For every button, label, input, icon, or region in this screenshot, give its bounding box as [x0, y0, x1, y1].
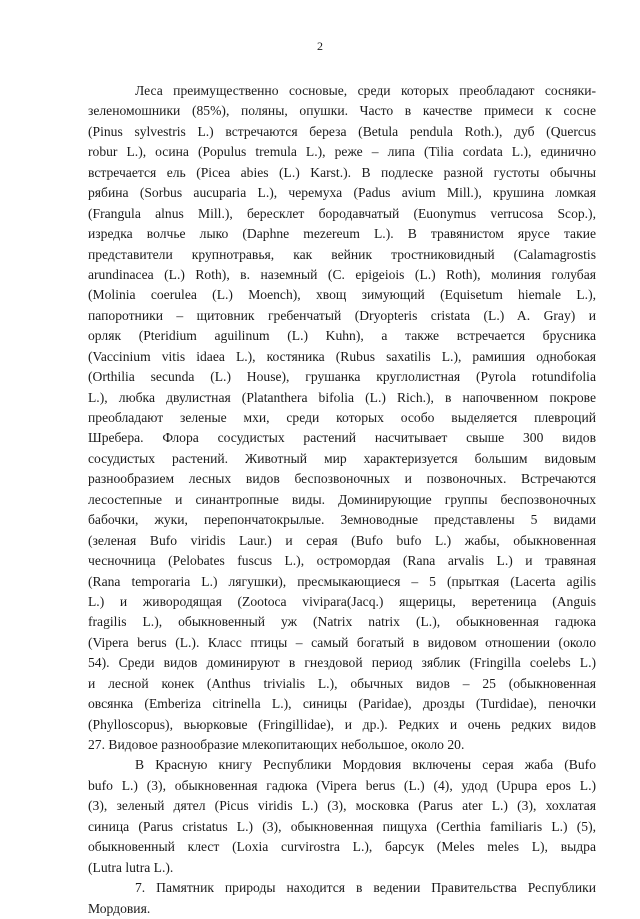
- text-line: 7. Памятник природы находится в ведении Правительства Республики: [135, 880, 596, 896]
- text-line: Шребера. Флора сосудистых растений насчитывает свыше 300 видов: [88, 430, 596, 446]
- text-line: fragilis L.), обыкновенный уж (Natrix natrix (L.), обыкновенная гадюка: [88, 614, 596, 630]
- text-line: представители крупнотравья, как вейник тростниковидный (Calamagrostis: [88, 246, 596, 262]
- text-line: arundinacea (L.) Roth), в. наземный (C. epigeiois (L.) Roth), молиния голубая: [88, 266, 596, 282]
- text-line: преобладают зеленые мхи, среди которых особо выделяется плевроций: [88, 410, 596, 425]
- text-line: и лесной конек (Anthus trivialis L.), обычных видов – 25 (обыкновенная: [88, 675, 596, 691]
- text-line: (Vipera berus (L.). Класс птицы – самый богатый в видовом отношении (около: [88, 634, 596, 650]
- text-line: (зеленая Bufo viridis Laur.) и серая (Bufo bufo L.) жабы, обыкновенная: [88, 532, 596, 548]
- text-line: синица (Parus cristatus L.) (3), обыкновенная пищуха (Certhia familiaris L.) (5),: [88, 818, 596, 834]
- text-line: robur L.), осина (Populus tremula L.), реже – липа (Tilia cordata L.), единично: [88, 144, 596, 160]
- text-line: Мордовия.: [88, 900, 151, 916]
- text-line: (Lutra lutra L.).: [88, 859, 174, 875]
- text-line: рябина (Sorbus aucuparia L.), черемуха (Padus avium Mill.), крушина ломкая: [88, 185, 596, 201]
- text-line: овсянка (Emberiza citrinella L.), синицы (Paridae), дрозды (Turdidae), пеночки: [88, 696, 596, 712]
- text-line: разнообразием лесных видов беспозвоночных и позвоночных. Встречаются: [88, 471, 596, 487]
- text-line: изредка волчье лыко (Daphne mezereum L.). В травянистом ярусе такие: [88, 226, 596, 242]
- text-line: орляк (Pteridium aguilinum (L.) Kuhn), а также встречается брусника: [88, 328, 596, 344]
- text-line: 27. Видовое разнообразие млекопитающих небольшое, около 20.: [88, 737, 465, 752]
- text-line: (Orthilia secunda (L.) House), грушанка круглолистная (Pyrola rotundifolia: [88, 369, 596, 385]
- text-line: бабочки, жуки, перепончатокрылые. Земноводные представлены 5 видами: [88, 512, 596, 528]
- text-line: (Vaccinium vitis idaea L.), костяника (Rubus saxatilis L.), рамишия однобокая: [88, 348, 596, 364]
- text-line: bufo L.) (3), обыкновенная гадюка (Vipera berus (L.) (4), удод (Upupa epos L.): [88, 777, 596, 793]
- text-line: 54). Среди видов доминируют в гнездовой период зяблик (Fringilla coelebs L.): [88, 655, 596, 671]
- text-line: (Phylloscopus), вьюрковые (Fringillidae), и др.). Редких и очень редких видов: [88, 716, 596, 732]
- text-line: лесостепные и синантропные виды. Доминирующие группы беспозвоночных: [88, 491, 596, 507]
- text-line: обыкновенный клест (Loxia curvirostra L.), барсук (Meles meles L), выдра: [88, 839, 596, 855]
- text-line: (Molinia coerulea (L.) Moench), хвощ зимующий (Equisetum hiemale L.),: [88, 287, 596, 303]
- page-number: 2: [317, 39, 323, 53]
- text-line: сосудистых растений. Животный мир характеризуется большим видовым: [88, 450, 596, 466]
- text-line: Леса преимущественно сосновые, среди которых преобладают сосняки-: [135, 83, 596, 98]
- text-line: чесночница (Pelobates fuscus L.), остромордая (Rana arvalis L.) и травяная: [88, 553, 596, 569]
- text-line: L.), любка двулистная (Platanthera bifolia (L.) Rich.), в напочвенном покрове: [88, 389, 596, 405]
- document-body: [88, 81, 596, 919]
- text-line: папоротники – щитовник гребенчатый (Dryopteris cristata (L.) A. Gray) и: [88, 307, 596, 323]
- text-line: (Pinus sylvestris L.) встречаются береза (Betula pendula Roth.), дуб (Quercus: [88, 123, 596, 139]
- text-line: В Красную книгу Республики Мордовия включены серая жаба (Bufo: [135, 757, 596, 773]
- text-line: встречается ель (Picea abies (L.) Karst.). В подлеске разной густоты обычны: [88, 164, 596, 180]
- text-line: (3), зеленый дятел (Picus viridis L.) (3), московка (Parus ater L.) (3), хохлатая: [88, 798, 596, 814]
- text-line: (Rana temporaria L.) лягушки), пресмыкающиеся – 5 (прыткая (Lacerta agilis: [88, 573, 596, 589]
- text-line: зеленомошники (85%), поляны, опушки. Часто в качестве примеси к сосне: [88, 103, 596, 119]
- text-line: (Frangula alnus Mill.), бересклет бородавчатый (Euonymus verrucosa Scop.),: [88, 205, 596, 221]
- text-line: L.) и живородящая (Zootoca vivipara(Jacq.) ящерицы, веретеница (Anguis: [88, 593, 596, 609]
